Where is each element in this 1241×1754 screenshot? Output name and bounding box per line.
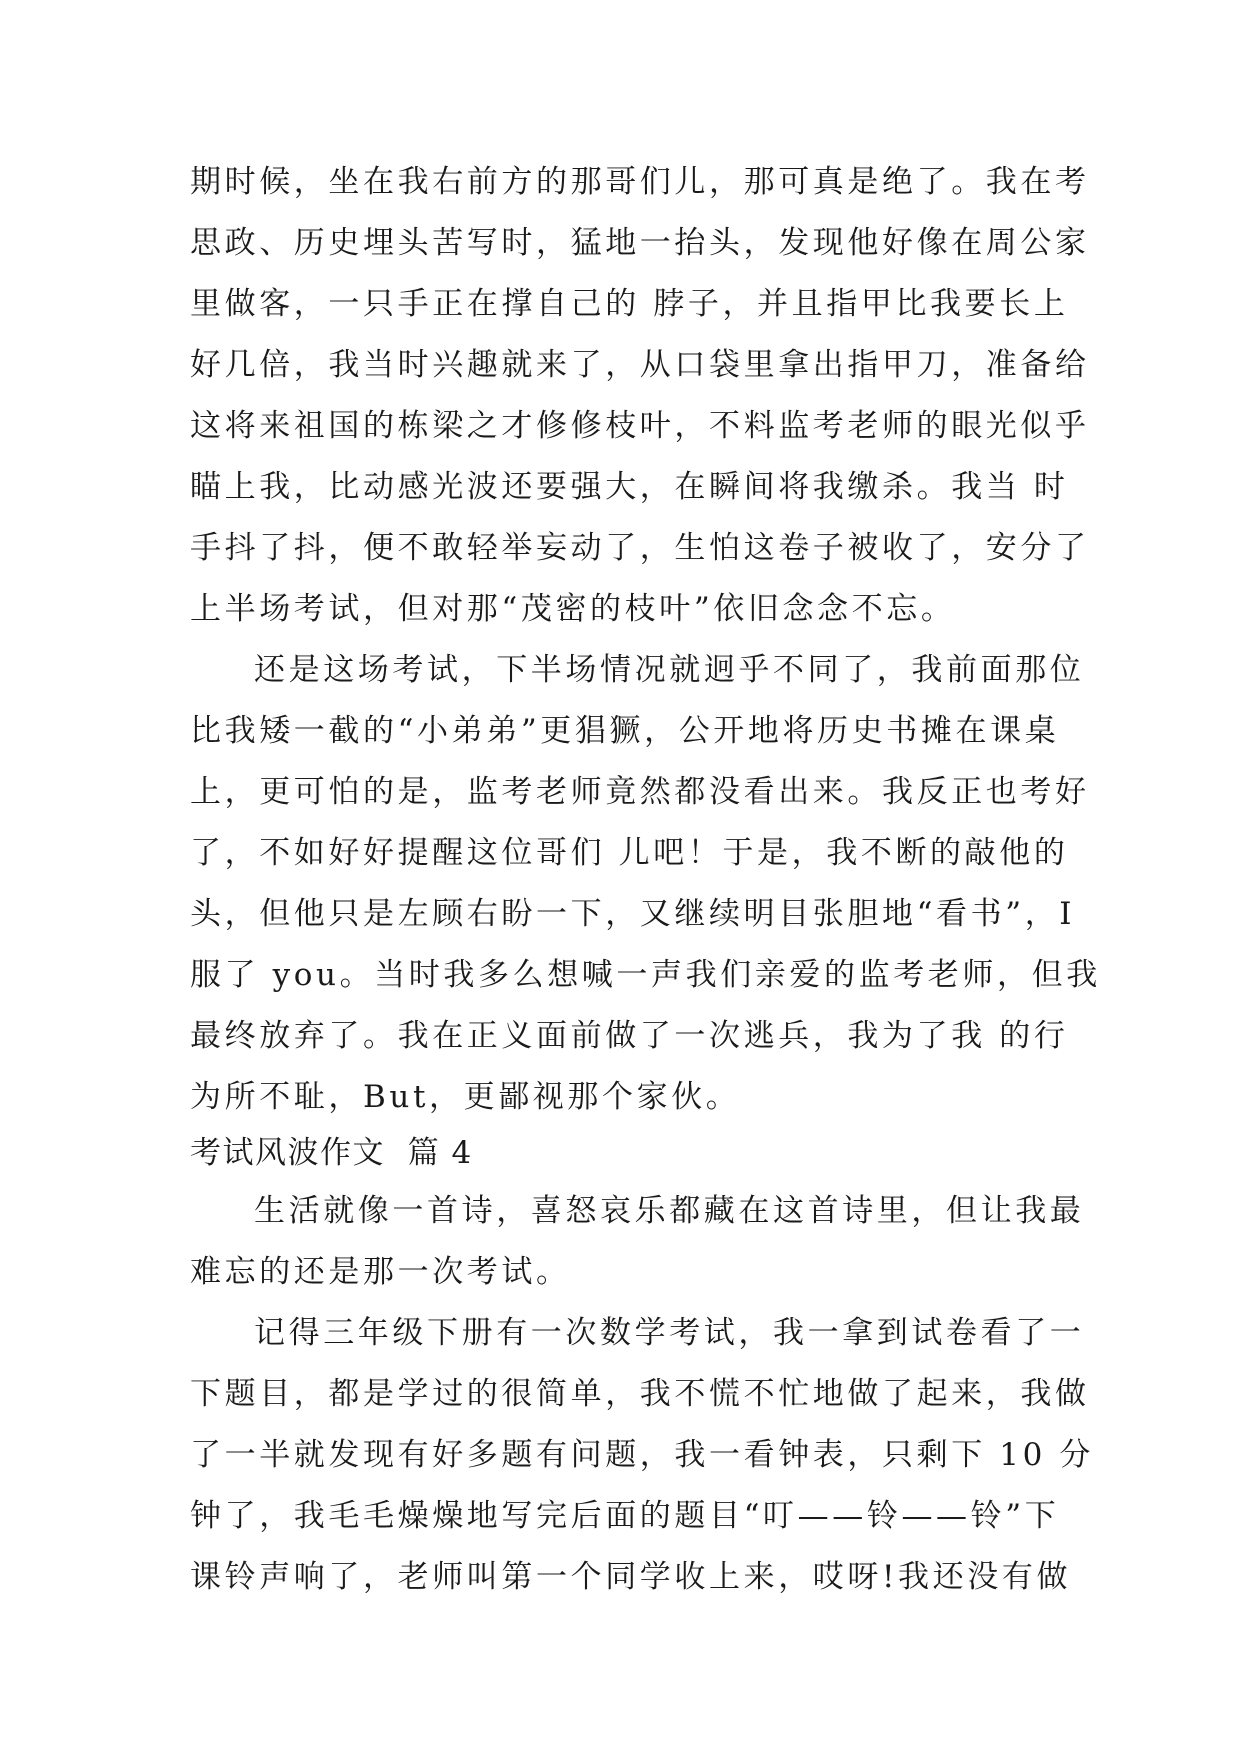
text-line: 好几倍，我当时兴趣就来了，从口袋里拿出指甲刀，准备给: [190, 347, 1090, 383]
text-line: 手抖了抖，便不敢轻举妄动了，生怕这卷子被收了，安分了: [190, 530, 1090, 566]
text-line: 钟了，我毛毛燥燥地写完后面的题目“叮——铃——铃”下: [190, 1498, 1060, 1534]
text-line: 思政、历史埋头苦写时，猛地一抬头，发现他好像在周公家: [190, 225, 1090, 261]
text-line: 比我矮一截的“小弟弟”更猖獗，公开地将历史书摊在课桌: [190, 713, 1060, 749]
text-line: 里做客，一只手正在撑自己的 脖子，并且指甲比我要长上: [190, 286, 1069, 322]
text-line: 上半场考试，但对那“茂密的枝叶”依旧念念不忘。: [190, 591, 956, 627]
text-line: 最终放弃了。我在正义面前做了一次逃兵，我为了我 的行: [190, 1018, 1069, 1054]
text-line: 上，更可怕的是，监考老师竟然都没看出来。我反正也考好: [190, 774, 1090, 810]
section-heading: 考试风波作文 篇 4: [190, 1135, 473, 1171]
paragraph-start-line: 记得三年级下册有一次数学考试，我一拿到试卷看了一: [254, 1315, 1085, 1351]
text-line: 了，不如好好提醒这位哥们 儿吧！于是，我不断的敲他的: [190, 835, 1069, 871]
text-line: 服了 you。当时我多么想喊一声我们亲爱的监考老师，但我: [190, 957, 1101, 993]
text-line: 下题目，都是学过的很简单，我不慌不忙地做了起来，我做: [190, 1376, 1090, 1412]
paragraph-start-line: 还是这场考试，下半场情况就迥乎不同了，我前面那位: [254, 652, 1085, 688]
text-line: 头，但他只是左顾右盼一下，又继续明目张胆地“看书”，I: [190, 896, 1076, 932]
text-line: 为所不耻，But，更鄙视那个家伙。: [190, 1079, 741, 1115]
text-line: 瞄上我，比动感光波还要强大，在瞬间将我缴杀。我当 时: [190, 469, 1069, 505]
text-line: 期时候，坐在我右前方的那哥们儿，那可真是绝了。我在考: [190, 164, 1090, 200]
text-line: 课铃声响了，老师叫第一个同学收上来，哎呀!我还没有做: [190, 1559, 1072, 1595]
text-line: 难忘的还是那一次考试。: [190, 1254, 571, 1290]
text-line: 了一半就发现有好多题有问题，我一看钟表，只剩下 10 分: [190, 1437, 1094, 1473]
paragraph-start-line: 生活就像一首诗，喜怒哀乐都藏在这首诗里，但让我最: [254, 1193, 1085, 1229]
text-line: 这将来祖国的栋梁之才修修枝叶，不料监考老师的眼光似乎: [190, 408, 1090, 444]
